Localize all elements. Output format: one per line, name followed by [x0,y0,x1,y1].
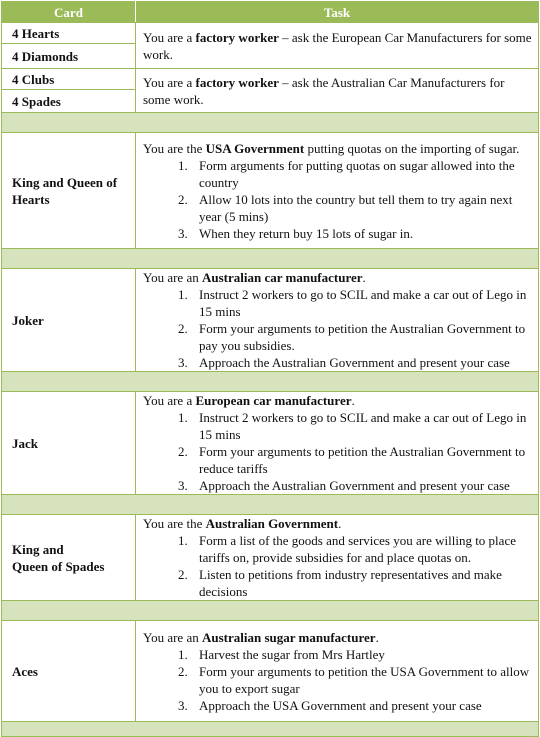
table-row [2,269,539,372]
list-item: 2. Form your arguments to petition the USA Government to allow you to export sugar [191,663,532,697]
list-item: 3. Approach the Australian Government and present your case [191,477,532,494]
task-steps [143,409,532,494]
table-row [2,133,539,249]
task-steps [143,157,532,242]
table-row [2,621,539,722]
task-steps [143,646,532,714]
spacer-row [2,113,539,133]
task-cell: You are a factory worker – ask the Australian Car Manufacturers for some work. [136,69,539,113]
list-item: 1. Form arguments for putting quotas on sugar allowed into the country [191,157,532,191]
list-item: 1. Instruct 2 workers to go to SCIL and make a car out of Lego in 15 mins [191,286,532,320]
card-cell: 4 Diamonds [2,44,136,69]
table-row [2,23,539,44]
header-row [2,2,539,23]
spacer-row [2,601,539,621]
task-intro: You are the Australian Government. [143,516,342,531]
card-cell: King and Queen of Spades [2,515,136,601]
task-intro: You are an Australian car manufacturer. [143,270,366,285]
task-cell [136,269,539,372]
task-steps [143,286,532,371]
header-card: Card [2,2,136,23]
list-item: 3. Approach the Australian Government and present your case [191,354,532,371]
spacer-row [2,495,539,515]
card-cell: Joker [2,269,136,372]
spacer-row [2,722,539,737]
spacer-row [2,372,539,392]
task-cell [136,621,539,722]
list-item: 2. Form your arguments to petition the Australian Government to pay you subsidies. [191,320,532,354]
card-task-table [1,1,539,737]
card-cell: 4 Clubs [2,69,136,90]
table-row [2,392,539,495]
task-cell [136,133,539,249]
task-intro: You are the USA Government putting quotas on the importing of sugar. [143,140,520,156]
card-cell: 4 Spades [2,90,136,113]
list-item: 1. Instruct 2 workers to go to SCIL and make a car out of Lego in 15 mins [191,409,532,443]
task-intro: You are an Australian sugar manufacturer. [143,629,379,645]
list-item: 3. Approach the USA Government and present your case [191,697,532,714]
card-cell: 4 Hearts [2,23,136,44]
list-item: 2. Allow 10 lots into the country but tell them to try again next year (5 mins) [191,191,532,225]
task-steps [143,532,532,600]
task-cell [136,515,539,601]
card-cell: Jack [2,392,136,495]
task-cell: You are a factory worker – ask the European Car Manufacturers for some work. [136,23,539,69]
list-item: 1. Form a list of the goods and services you are willing to place tariffs on, provide subsidies for and place quotas on. [191,532,532,566]
list-item: 1. Harvest the sugar from Mrs Hartley [191,646,532,663]
spacer-row [2,249,539,269]
list-item: 2. Form your arguments to petition the Australian Government to reduce tariffs [191,443,532,477]
card-cell: Aces [2,621,136,722]
header-task: Task [136,2,539,23]
card-cell: King and Queen of Hearts [2,133,136,249]
table-row [2,515,539,601]
task-cell [136,392,539,495]
task-intro: You are a European car manufacturer. [143,393,355,408]
list-item: 2. Listen to petitions from industry representatives and make decisions [191,566,532,600]
list-item: 3. When they return buy 15 lots of sugar in. [191,225,532,242]
table-row [2,69,539,90]
